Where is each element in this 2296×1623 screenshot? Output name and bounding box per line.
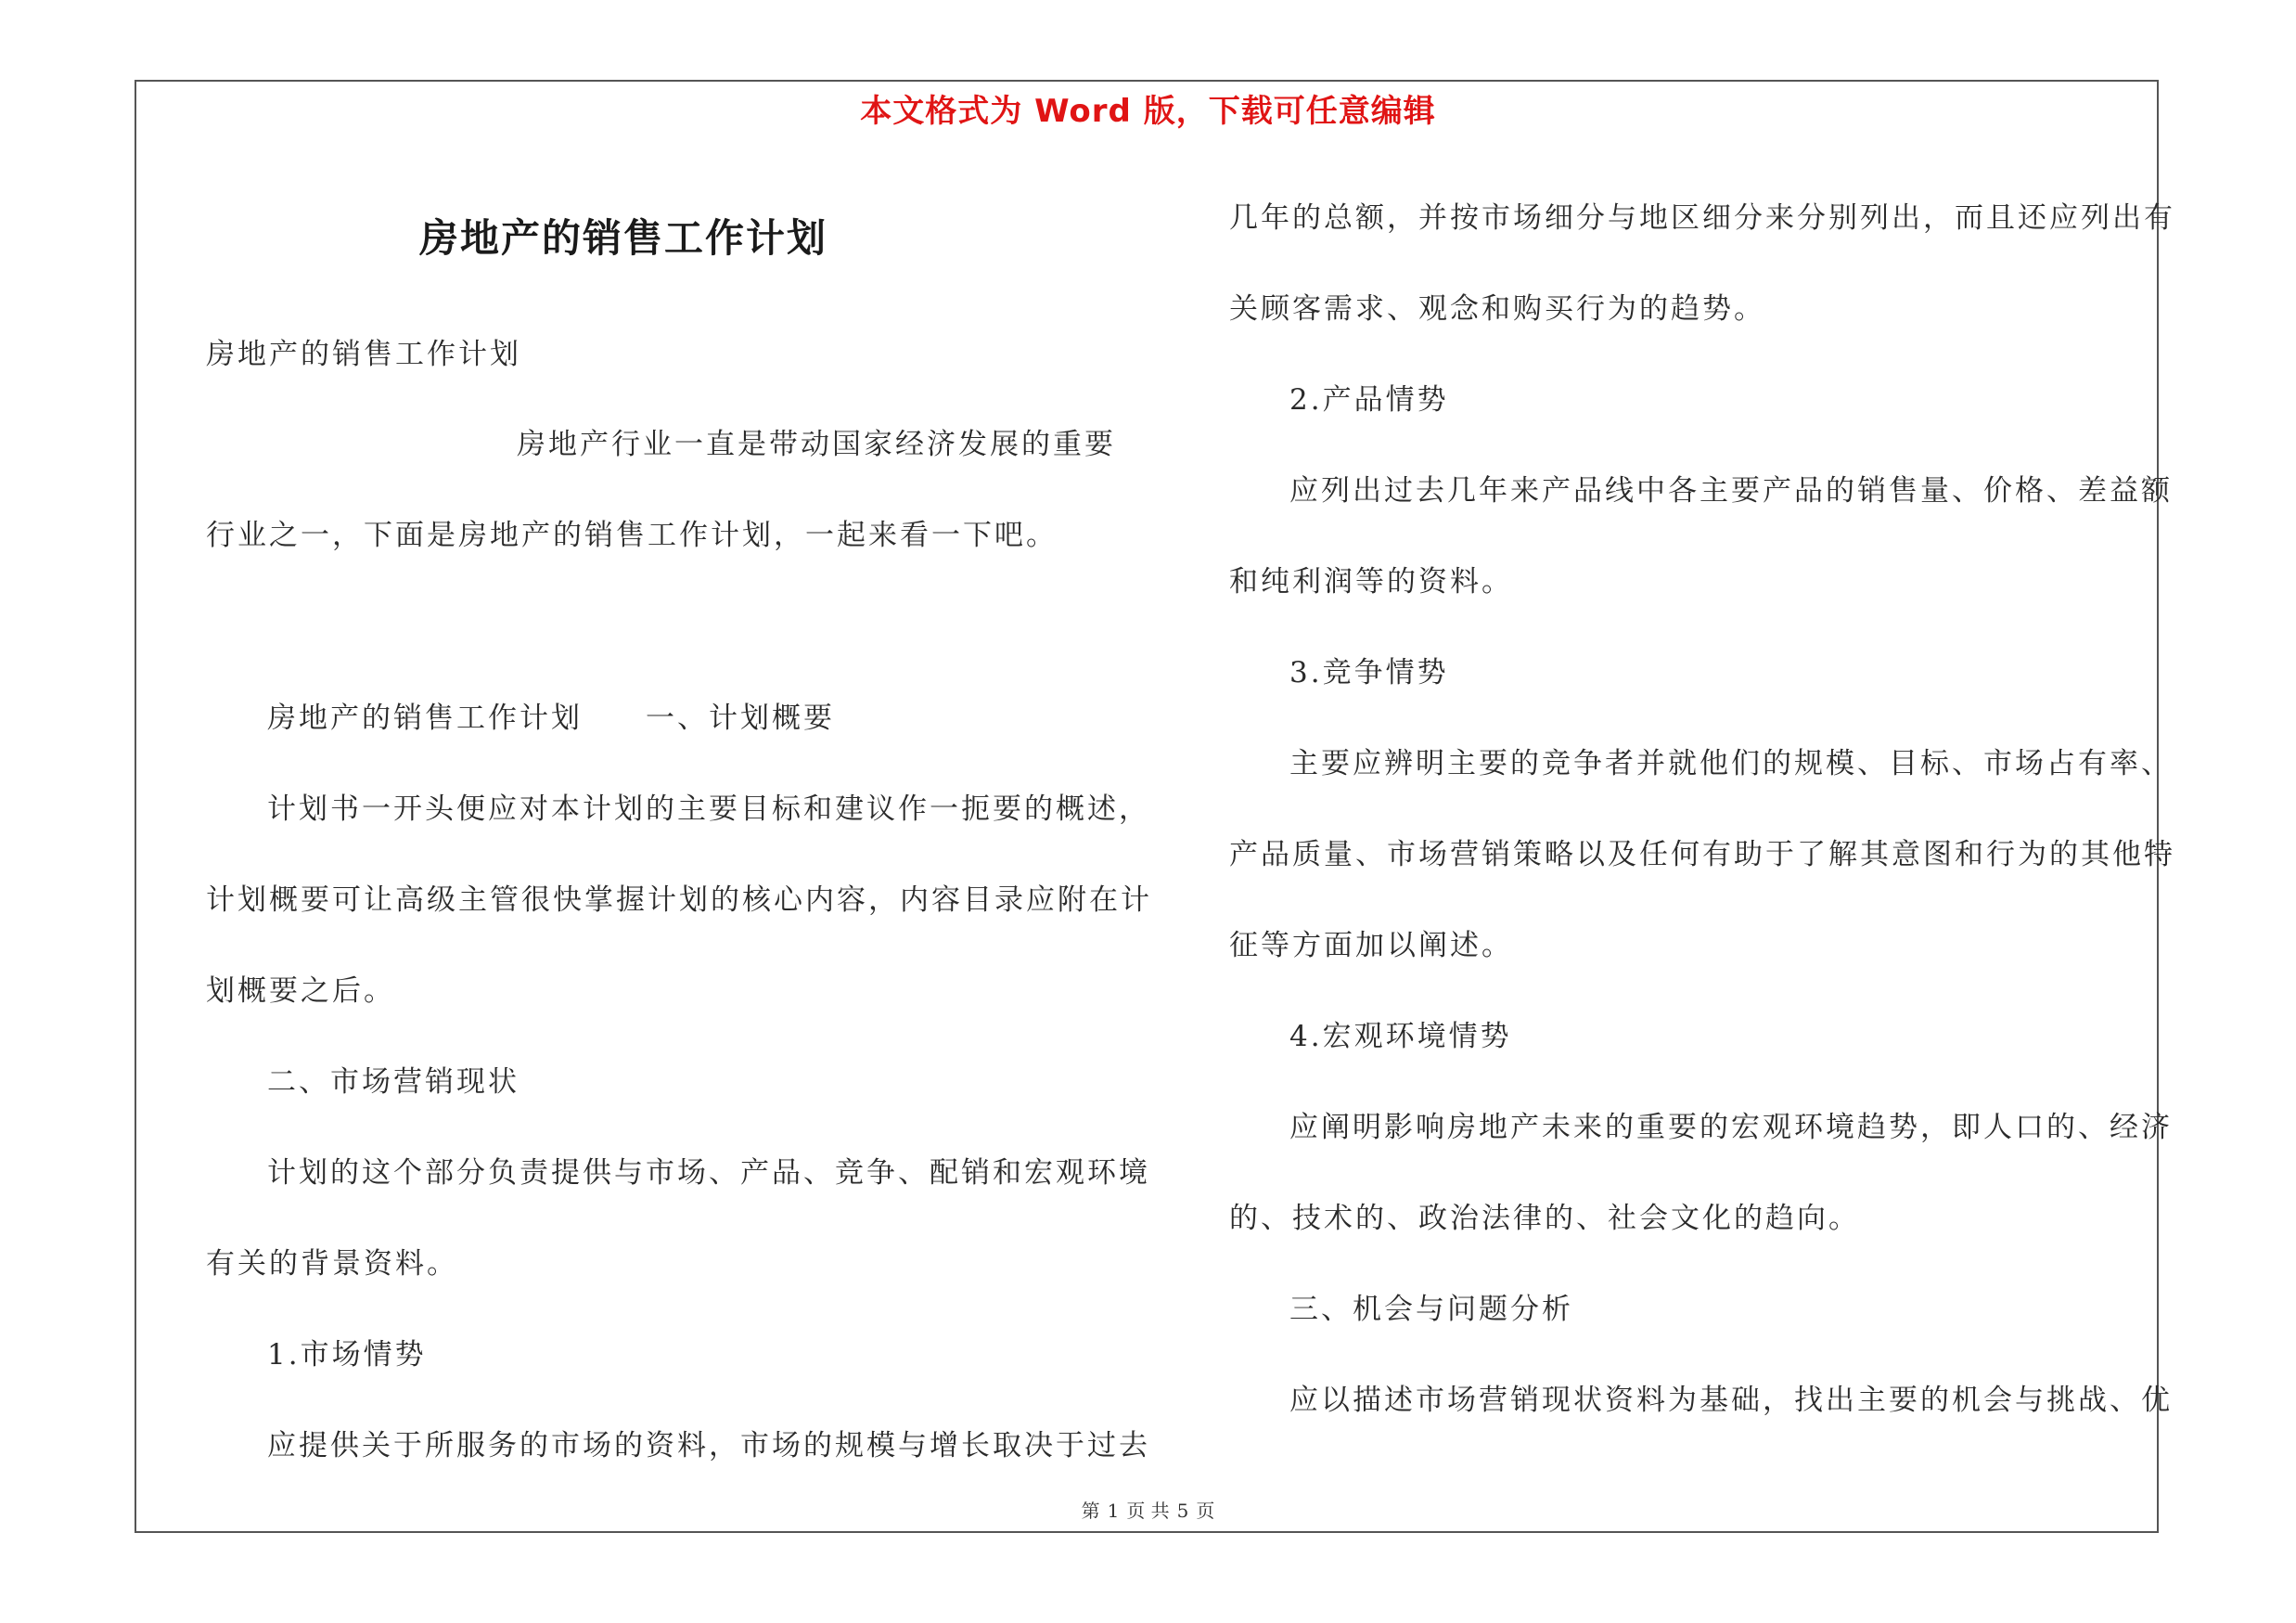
page-footer [0,1496,2296,1523]
footer-mid: 页 共 [1126,1500,1170,1522]
paragraph-line: 行业之一，下面是房地产的销售工作计划，一起来看一下吧。 [206,519,1058,552]
subsection-heading: 2.产品情势 [1289,383,1449,417]
subsection-heading: 4.宏观环境情势 [1289,1020,1512,1053]
paragraph-line: 划概要之后。 [206,974,395,1008]
subtitle-line: 房地产的销售工作计划 [206,338,521,371]
section-heading: 三、机会与问题分析 [1289,1293,1573,1326]
paragraph-line: 应阐明影响房地产未来的重要的宏观环境趋势，即人口的、经济 [1289,1111,2173,1144]
paragraph-line: 征等方面加以阐述。 [1229,929,1513,962]
paragraph-line: 应以描述市场营销现状资料为基础，找出主要的机会与挑战、优 [1289,1384,2173,1417]
paragraph-line: 房地产行业一直是带动国家经济发展的重要 [517,428,1116,461]
document-title: 房地产的销售工作计划 [419,215,828,261]
subsection-heading: 3.竞争情势 [1289,656,1449,689]
paragraph-line: 的、技术的、政治法律的、社会文化的趋向。 [1229,1202,1860,1235]
footer-prefix: 第 [1081,1500,1100,1522]
paragraph-line: 计划概要可让高级主管很快掌握计划的核心内容，内容目录应附在计 [206,883,1152,917]
footer-suffix: 页 [1196,1500,1215,1522]
paragraph-line: 计划书一开头便应对本计划的主要目标和建议作一扼要的概述， [267,792,1150,826]
subsection-heading: 1.市场情势 [267,1338,427,1372]
paragraph-line: 几年的总额，并按市场细分与地区细分来分别列出，而且还应列出有 [1229,201,2175,235]
footer-total-pages: 5 [1176,1500,1189,1522]
paragraph-line: 和纯利润等的资料。 [1229,565,1513,599]
footer-page-number: 1 [1107,1500,1120,1522]
section-heading: 二、市场营销现状 [267,1065,519,1099]
word-format-banner: 本文格式为 Word 版，下载可任意编辑 [860,93,1436,130]
paragraph-line: 应提供关于所服务的市场的资料，市场的规模与增长取决于过去 [267,1429,1150,1462]
paragraph-line: 关顾客需求、观念和购买行为的趋势。 [1229,292,1765,326]
section-heading: 房地产的销售工作计划 一、计划概要 [267,702,835,735]
paragraph-line: 计划的这个部分负责提供与市场、产品、竞争、配销和宏观环境 [267,1156,1150,1190]
paragraph-line: 应列出过去几年来产品线中各主要产品的销售量、价格、差益额 [1289,474,2173,508]
paragraph-line: 产品质量、市场营销策略以及任何有助于了解其意图和行为的其他特 [1229,838,2175,871]
paragraph-line: 主要应辨明主要的竞争者并就他们的规模、目标、市场占有率、 [1289,747,2173,780]
paragraph-line: 有关的背景资料。 [206,1247,458,1281]
